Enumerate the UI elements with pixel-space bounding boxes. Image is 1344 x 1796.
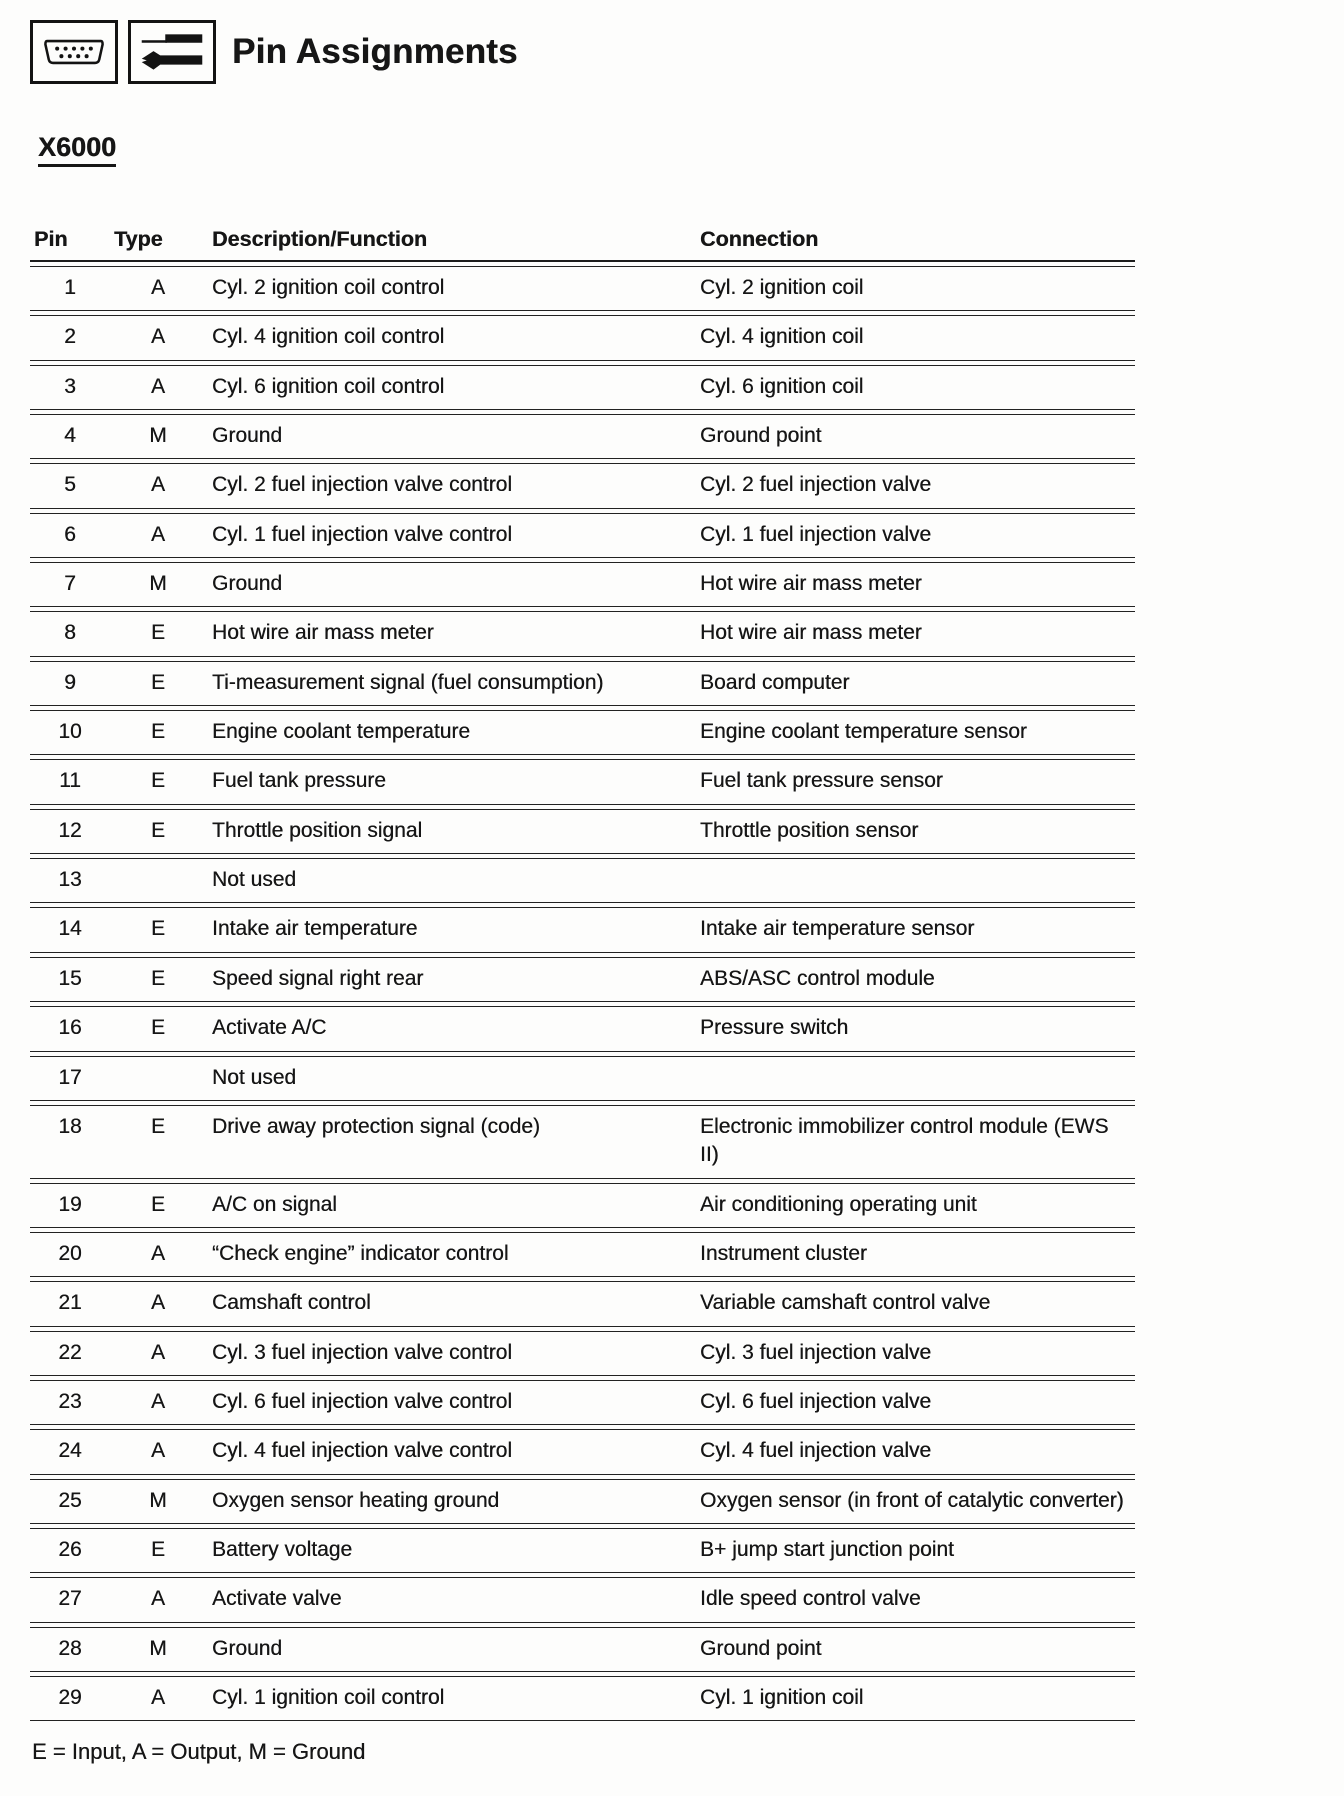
page-header [30, 20, 1314, 84]
table-row [30, 1056, 1135, 1101]
cell-type: A [110, 1380, 206, 1425]
cell-pin: 17 [30, 1056, 110, 1101]
cell-desc: “Check engine” indicator control [206, 1232, 694, 1277]
table-row [30, 1281, 1135, 1326]
dsub-connector-glyph [37, 28, 111, 76]
table-row [30, 1577, 1135, 1622]
cell-desc: Cyl. 4 fuel injection valve control [206, 1429, 694, 1474]
cell-conn: Ground point [694, 1627, 1135, 1672]
cell-pin: 12 [30, 809, 110, 854]
cell-type: A [110, 1281, 206, 1326]
cell-desc: Camshaft control [206, 1281, 694, 1326]
table-row [30, 365, 1135, 410]
cell-conn: Intake air temperature sensor [694, 907, 1135, 952]
cell-pin: 22 [30, 1331, 110, 1376]
cell-conn: Cyl. 6 ignition coil [694, 365, 1135, 410]
cell-conn: Ground point [694, 414, 1135, 459]
cell-type: A [110, 1429, 206, 1474]
cell-conn: Pressure switch [694, 1006, 1135, 1051]
cell-type: A [110, 315, 206, 360]
cell-pin: 15 [30, 957, 110, 1002]
cell-desc: Throttle position signal [206, 809, 694, 854]
cell-type: M [110, 1479, 206, 1524]
table-row [30, 907, 1135, 952]
cell-type: M [110, 1627, 206, 1672]
cell-desc: Drive away protection signal (code) [206, 1105, 694, 1179]
table-row [30, 1232, 1135, 1277]
cell-pin: 2 [30, 315, 110, 360]
cell-pin: 11 [30, 759, 110, 804]
cell-pin: 6 [30, 513, 110, 558]
table-row [30, 1105, 1135, 1179]
cell-pin: 16 [30, 1006, 110, 1051]
cell-desc: Cyl. 4 ignition coil control [206, 315, 694, 360]
wrench-tool-glyph [135, 28, 209, 76]
cell-desc: Cyl. 1 fuel injection valve control [206, 513, 694, 558]
cell-pin: 29 [30, 1676, 110, 1721]
table-row [30, 1429, 1135, 1474]
cell-conn: Instrument cluster [694, 1232, 1135, 1277]
cell-pin: 4 [30, 414, 110, 459]
table-row [30, 809, 1135, 854]
cell-conn: ABS/ASC control module [694, 957, 1135, 1002]
cell-conn: Variable camshaft control valve [694, 1281, 1135, 1326]
cell-pin: 28 [30, 1627, 110, 1672]
table-row [30, 1627, 1135, 1672]
cell-conn: B+ jump start junction point [694, 1528, 1135, 1573]
cell-type: A [110, 1577, 206, 1622]
cell-type: E [110, 759, 206, 804]
cell-pin: 23 [30, 1380, 110, 1425]
cell-pin: 27 [30, 1577, 110, 1622]
cell-conn: Board computer [694, 661, 1135, 706]
table-row [30, 1183, 1135, 1228]
table-row [30, 266, 1135, 311]
cell-type: A [110, 1676, 206, 1721]
cell-desc: Ti-measurement signal (fuel consumption) [206, 661, 694, 706]
table-row [30, 315, 1135, 360]
cell-pin: 1 [30, 266, 110, 311]
cell-pin: 13 [30, 858, 110, 903]
cell-conn: Idle speed control valve [694, 1577, 1135, 1622]
cell-conn: Cyl. 1 ignition coil [694, 1676, 1135, 1721]
cell-type: E [110, 710, 206, 755]
cell-conn: Hot wire air mass meter [694, 611, 1135, 656]
cell-conn: Cyl. 4 ignition coil [694, 315, 1135, 360]
cell-conn: Cyl. 2 ignition coil [694, 266, 1135, 311]
cell-type: A [110, 1232, 206, 1277]
cell-type: A [110, 463, 206, 508]
cell-desc: Activate valve [206, 1577, 694, 1622]
table-row [30, 611, 1135, 656]
table-row [30, 661, 1135, 706]
cell-conn: Hot wire air mass meter [694, 562, 1135, 607]
cell-type: E [110, 1006, 206, 1051]
cell-type: E [110, 661, 206, 706]
cell-desc: Engine coolant temperature [206, 710, 694, 755]
cell-desc: Not used [206, 1056, 694, 1101]
cell-desc: Activate A/C [206, 1006, 694, 1051]
cell-desc: Ground [206, 1627, 694, 1672]
dsub-connector-icon [30, 20, 118, 84]
cell-pin: 21 [30, 1281, 110, 1326]
cell-type: E [110, 907, 206, 952]
cell-conn: Throttle position sensor [694, 809, 1135, 854]
cell-type [110, 858, 206, 903]
cell-pin: 10 [30, 710, 110, 755]
cell-type: A [110, 1331, 206, 1376]
cell-desc: A/C on signal [206, 1183, 694, 1228]
column-header-connection: Connection [694, 223, 1135, 262]
cell-desc: Fuel tank pressure [206, 759, 694, 804]
cell-type: A [110, 266, 206, 311]
cell-desc: Cyl. 2 fuel injection valve control [206, 463, 694, 508]
cell-type: E [110, 1183, 206, 1228]
table-row [30, 1006, 1135, 1051]
table-row [30, 858, 1135, 903]
cell-type: M [110, 562, 206, 607]
cell-type [110, 1056, 206, 1101]
column-header-type: Type [110, 223, 206, 262]
cell-desc: Oxygen sensor heating ground [206, 1479, 694, 1524]
cell-desc: Cyl. 1 ignition coil control [206, 1676, 694, 1721]
cell-desc: Ground [206, 414, 694, 459]
table-row [30, 957, 1135, 1002]
table-row [30, 1676, 1135, 1721]
table-row [30, 1380, 1135, 1425]
table-row [30, 414, 1135, 459]
table-row [30, 513, 1135, 558]
table-row [30, 1331, 1135, 1376]
table-row [30, 710, 1135, 755]
cell-desc: Cyl. 6 fuel injection valve control [206, 1380, 694, 1425]
cell-conn: Electronic immobilizer control module (EWS II) [694, 1105, 1135, 1179]
column-header-pin: Pin [30, 223, 110, 262]
cell-conn: Cyl. 2 fuel injection valve [694, 463, 1135, 508]
cell-desc: Battery voltage [206, 1528, 694, 1573]
cell-conn: Cyl. 6 fuel injection valve [694, 1380, 1135, 1425]
cell-pin: 26 [30, 1528, 110, 1573]
cell-conn: Cyl. 1 fuel injection valve [694, 513, 1135, 558]
wrench-tool-icon [128, 20, 216, 84]
cell-conn: Cyl. 4 fuel injection valve [694, 1429, 1135, 1474]
cell-type: M [110, 414, 206, 459]
cell-pin: 18 [30, 1105, 110, 1179]
cell-pin: 8 [30, 611, 110, 656]
page-title: Pin Assignments [232, 32, 518, 71]
cell-pin: 14 [30, 907, 110, 952]
type-legend: E = Input, A = Output, M = Ground [32, 1739, 366, 1765]
cell-desc: Cyl. 2 ignition coil control [206, 266, 694, 311]
cell-type: E [110, 611, 206, 656]
cell-type: E [110, 1528, 206, 1573]
cell-desc: Speed signal right rear [206, 957, 694, 1002]
table-row [30, 1479, 1135, 1524]
cell-pin: 5 [30, 463, 110, 508]
cell-pin: 24 [30, 1429, 110, 1474]
pin-assignment-table [30, 219, 1135, 1725]
cell-conn: Cyl. 3 fuel injection valve [694, 1331, 1135, 1376]
cell-desc: Cyl. 3 fuel injection valve control [206, 1331, 694, 1376]
cell-conn [694, 858, 1135, 903]
cell-desc: Cyl. 6 ignition coil control [206, 365, 694, 410]
connector-id-heading: X6000 [38, 132, 116, 167]
cell-pin: 19 [30, 1183, 110, 1228]
table-row [30, 759, 1135, 804]
cell-type: E [110, 809, 206, 854]
cell-desc: Intake air temperature [206, 907, 694, 952]
table-row [30, 1528, 1135, 1573]
table-row [30, 463, 1135, 508]
cell-pin: 7 [30, 562, 110, 607]
cell-pin: 9 [30, 661, 110, 706]
table-row [30, 562, 1135, 607]
cell-pin: 3 [30, 365, 110, 410]
table-header-row [30, 223, 1135, 262]
pin-table-body [30, 266, 1135, 1721]
column-header-description: Description/Function [206, 223, 694, 262]
cell-type: A [110, 365, 206, 410]
table-header [30, 223, 1135, 262]
cell-type: E [110, 957, 206, 1002]
cell-conn [694, 1056, 1135, 1101]
cell-conn: Fuel tank pressure sensor [694, 759, 1135, 804]
cell-desc: Hot wire air mass meter [206, 611, 694, 656]
cell-type: E [110, 1105, 206, 1179]
cell-conn: Oxygen sensor (in front of catalytic converter) [694, 1479, 1135, 1524]
cell-pin: 20 [30, 1232, 110, 1277]
cell-pin: 25 [30, 1479, 110, 1524]
cell-conn: Air conditioning operating unit [694, 1183, 1135, 1228]
cell-type: A [110, 513, 206, 558]
cell-desc: Not used [206, 858, 694, 903]
cell-desc: Ground [206, 562, 694, 607]
cell-conn: Engine coolant temperature sensor [694, 710, 1135, 755]
